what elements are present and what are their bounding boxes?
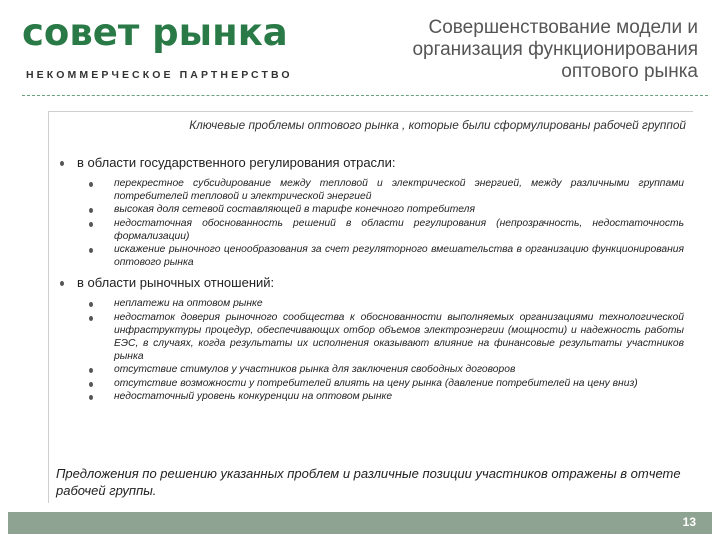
list-item-text: недостаточная обоснованность решений в области регулирования (непрозрачность, недостаточность формализации) xyxy=(114,217,684,242)
bullet-icon xyxy=(60,281,64,286)
bullet-icon xyxy=(89,382,93,387)
list-item xyxy=(114,217,684,243)
list-item xyxy=(114,311,684,364)
bullet-icon xyxy=(89,182,93,187)
list-item-text: недостаточный уровень конкуренции на оптовом рынке xyxy=(114,390,393,402)
list-item xyxy=(114,390,684,403)
conclusion-text: Предложения по решению указанных проблем и различные позиции участников отражены в отчете рабочей группы. xyxy=(56,466,681,498)
bullet-icon xyxy=(89,248,93,253)
list-item xyxy=(114,177,684,203)
bullet-icon xyxy=(89,316,93,321)
section-caption: Ключевые проблемы оптового рынка , которые были сформулированы рабочей группой xyxy=(189,118,686,132)
list-item-text: отсутствие стимулов у участников рынка для заключения свободных договоров xyxy=(114,364,516,376)
bullet-icon xyxy=(89,302,93,307)
list-item xyxy=(114,377,684,390)
market-issues xyxy=(57,297,687,403)
section-heading-market xyxy=(57,275,687,291)
page-number: 13 xyxy=(682,515,696,529)
regulation-issues xyxy=(57,177,687,269)
slide-title: Совершенствование модели и организация функционирования оптового рынка xyxy=(412,17,698,82)
list-item-text: искажение рыночного ценообразования за счет регуляторного вмешательства в организацию функционирования оптового рынка xyxy=(114,244,684,269)
list-item-text: недостаток доверия рыночного сообщества к обоснованности выполняемых организациями технологической инфраструктуры процедур, обеспечивающих отбор объемов электроэнергии (мощности) и надежность работы ЕЭС, в случаях, когда результаты их исполнения оказывают влияние на финансовые результаты участников рынка xyxy=(114,311,684,363)
list-item xyxy=(114,243,684,269)
list-item xyxy=(114,203,684,216)
logo-name: совет рынка xyxy=(22,11,288,54)
logo-subtitle: НЕКОММЕРЧЕСКОЕ ПАРТНЕРСТВО xyxy=(26,69,293,81)
list-item-text: высокая доля сетевой составляющей в тарифе конечного потребителя xyxy=(114,204,475,216)
bullet-icon xyxy=(60,161,64,166)
header-divider xyxy=(22,95,708,96)
bullet-icon xyxy=(89,222,93,227)
list-item-text: отсутствие возможности у потребителей влиять на цену рынка (давление потребителей на цену вниз) xyxy=(114,377,638,389)
list-item xyxy=(114,363,684,376)
section-heading-text: в области рыночных отношений: xyxy=(77,275,275,291)
section-heading-text: в области государственного регулирования отрасли: xyxy=(77,155,396,170)
bullet-icon xyxy=(89,395,93,400)
bullet-icon xyxy=(89,368,93,373)
problems-list xyxy=(57,155,687,407)
section-heading-regulation xyxy=(57,155,687,171)
footer-bar xyxy=(8,512,712,534)
list-item xyxy=(114,297,684,310)
list-item-text: неплатежи на оптовом рынке xyxy=(114,298,263,310)
list-item-text: перекрестное субсидирование между тепловой и электрической энергией, между различными группами потребителей тепловой и электрической энергией xyxy=(114,178,684,203)
bullet-icon xyxy=(89,208,93,213)
